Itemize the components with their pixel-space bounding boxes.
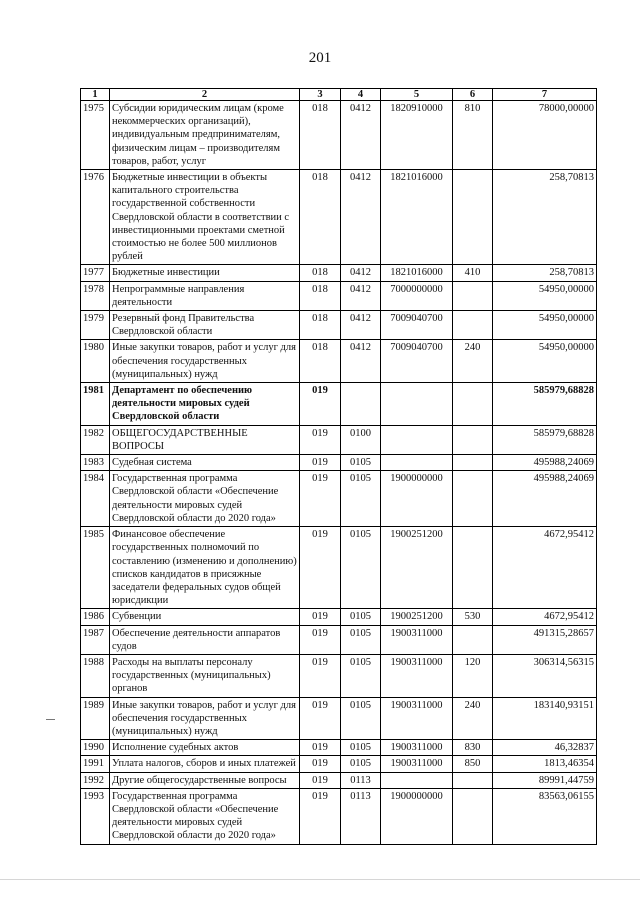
amount-cell: 78000,00000 <box>493 101 597 170</box>
section-code-cell: 0105 <box>341 756 381 772</box>
section-code-cell: 0105 <box>341 654 381 697</box>
department-code-cell: 018 <box>300 340 341 383</box>
row-number-cell: 1977 <box>81 265 110 281</box>
amount-cell: 495988,24069 <box>493 471 597 527</box>
target-article-cell: 1900000000 <box>381 471 453 527</box>
amount-cell: 306314,56315 <box>493 654 597 697</box>
scan-edge-line <box>0 879 640 880</box>
header-col-2: 2 <box>110 89 300 101</box>
department-code-cell: 019 <box>300 455 341 471</box>
row-number-cell: 1978 <box>81 281 110 310</box>
row-number-cell: 1976 <box>81 170 110 265</box>
department-code-cell: 019 <box>300 697 341 740</box>
target-article-cell <box>381 455 453 471</box>
expense-type-cell <box>453 527 493 609</box>
expense-name-cell: Другие общегосударственные вопросы <box>110 772 300 788</box>
row-number-cell: 1975 <box>81 101 110 170</box>
table-row <box>81 788 597 844</box>
department-code-cell: 019 <box>300 772 341 788</box>
section-code-cell: 0105 <box>341 740 381 756</box>
expense-name-cell: Резервный фонд Правительства Свердловской области <box>110 311 300 340</box>
section-code-cell: 0412 <box>341 101 381 170</box>
row-number-cell: 1981 <box>81 383 110 426</box>
amount-cell: 585979,68828 <box>493 425 597 454</box>
target-article-cell: 1900311000 <box>381 697 453 740</box>
amount-cell: 89991,44759 <box>493 772 597 788</box>
expense-name-cell: Субсидии юридическим лицам (кроме некоммерческих организаций), индивидуальным предпринимателям, физическим лицам – производителям товаров, работ, услуг <box>110 101 300 170</box>
department-code-cell: 019 <box>300 654 341 697</box>
section-code-cell: 0412 <box>341 265 381 281</box>
amount-cell: 54950,00000 <box>493 340 597 383</box>
expense-type-cell: 410 <box>453 265 493 281</box>
expense-type-cell <box>453 383 493 426</box>
expense-type-cell: 530 <box>453 609 493 625</box>
expense-type-cell: 810 <box>453 101 493 170</box>
section-code-cell <box>341 383 381 426</box>
target-article-cell: 7000000000 <box>381 281 453 310</box>
amount-cell: 258,70813 <box>493 265 597 281</box>
amount-cell: 585979,68828 <box>493 383 597 426</box>
target-article-cell: 1900311000 <box>381 740 453 756</box>
amount-cell: 54950,00000 <box>493 281 597 310</box>
table-row <box>81 311 597 340</box>
target-article-cell: 1900311000 <box>381 654 453 697</box>
table-row <box>81 740 597 756</box>
section-code-cell: 0113 <box>341 788 381 844</box>
expense-type-cell <box>453 625 493 654</box>
section-code-cell: 0412 <box>341 170 381 265</box>
expense-type-cell: 120 <box>453 654 493 697</box>
expense-name-cell: Финансовое обеспечение государственных полномочий по составлению (изменению и дополнению) списков кандидатов в присяжные заседатели федеральных судов общей юрисдикции <box>110 527 300 609</box>
section-code-cell: 0105 <box>341 455 381 471</box>
scan-mark <box>46 719 55 720</box>
row-number-cell: 1986 <box>81 609 110 625</box>
row-number-cell: 1983 <box>81 455 110 471</box>
target-article-cell <box>381 425 453 454</box>
section-code-cell: 0412 <box>341 311 381 340</box>
table-row <box>81 101 597 170</box>
table-row <box>81 170 597 265</box>
expense-type-cell: 240 <box>453 697 493 740</box>
header-col-1: 1 <box>81 89 110 101</box>
row-number-cell: 1988 <box>81 654 110 697</box>
target-article-cell: 1900251200 <box>381 527 453 609</box>
target-article-cell: 1820910000 <box>381 101 453 170</box>
department-code-cell: 019 <box>300 625 341 654</box>
expense-name-cell: Судебная система <box>110 455 300 471</box>
table-row <box>81 340 597 383</box>
expense-type-cell <box>453 425 493 454</box>
table-row <box>81 772 597 788</box>
header-col-3: 3 <box>300 89 341 101</box>
section-code-cell: 0105 <box>341 697 381 740</box>
department-code-cell: 019 <box>300 425 341 454</box>
section-code-cell: 0105 <box>341 609 381 625</box>
expense-name-cell: Субвенции <box>110 609 300 625</box>
row-number-cell: 1984 <box>81 471 110 527</box>
department-code-cell: 019 <box>300 740 341 756</box>
expense-name-cell: Бюджетные инвестиции <box>110 265 300 281</box>
row-number-cell: 1982 <box>81 425 110 454</box>
expense-name-cell: Бюджетные инвестиции в объекты капитального строительства государственной собственности Свердловской области в соответствии с инвестиционными проектами сметной стоимостью не более 500 миллионов рублей <box>110 170 300 265</box>
table-row <box>81 383 597 426</box>
row-number-cell: 1992 <box>81 772 110 788</box>
table-row <box>81 425 597 454</box>
section-code-cell: 0412 <box>341 340 381 383</box>
department-code-cell: 018 <box>300 311 341 340</box>
row-number-cell: 1979 <box>81 311 110 340</box>
expense-name-cell: Иные закупки товаров, работ и услуг для обеспечения государственных (муниципальных) нужд <box>110 697 300 740</box>
table-row <box>81 265 597 281</box>
table-row <box>81 455 597 471</box>
section-code-cell: 0105 <box>341 471 381 527</box>
section-code-cell: 0105 <box>341 527 381 609</box>
expense-type-cell <box>453 311 493 340</box>
section-code-cell: 0113 <box>341 772 381 788</box>
table-row <box>81 471 597 527</box>
header-col-5: 5 <box>381 89 453 101</box>
department-code-cell: 019 <box>300 756 341 772</box>
target-article-cell <box>381 772 453 788</box>
amount-cell: 495988,24069 <box>493 455 597 471</box>
row-number-cell: 1993 <box>81 788 110 844</box>
department-code-cell: 018 <box>300 101 341 170</box>
table-row <box>81 625 597 654</box>
expense-name-cell: Государственная программа Свердловской области «Обеспечение деятельности мировых судей Свердловской области до 2020 года» <box>110 471 300 527</box>
expense-name-cell: Уплата налогов, сборов и иных платежей <box>110 756 300 772</box>
row-number-cell: 1990 <box>81 740 110 756</box>
header-col-4: 4 <box>341 89 381 101</box>
expense-type-cell: 850 <box>453 756 493 772</box>
amount-cell: 4672,95412 <box>493 527 597 609</box>
table-row <box>81 527 597 609</box>
department-code-cell: 018 <box>300 281 341 310</box>
expense-name-cell: Непрограммные направления деятельности <box>110 281 300 310</box>
target-article-cell: 1821016000 <box>381 170 453 265</box>
department-code-cell: 019 <box>300 788 341 844</box>
amount-cell: 83563,06155 <box>493 788 597 844</box>
amount-cell: 258,70813 <box>493 170 597 265</box>
expense-type-cell: 240 <box>453 340 493 383</box>
table-row <box>81 697 597 740</box>
header-col-6: 6 <box>453 89 493 101</box>
header-col-7: 7 <box>493 89 597 101</box>
expense-type-cell <box>453 788 493 844</box>
department-code-cell: 019 <box>300 527 341 609</box>
budget-table <box>80 88 597 845</box>
expense-type-cell <box>453 471 493 527</box>
expense-name-cell: Департамент по обеспечению деятельности мировых судей Свердловской области <box>110 383 300 426</box>
amount-cell: 183140,93151 <box>493 697 597 740</box>
target-article-cell: 1821016000 <box>381 265 453 281</box>
row-number-cell: 1989 <box>81 697 110 740</box>
row-number-cell: 1987 <box>81 625 110 654</box>
amount-cell: 4672,95412 <box>493 609 597 625</box>
target-article-cell: 1900311000 <box>381 625 453 654</box>
department-code-cell: 018 <box>300 265 341 281</box>
expense-name-cell: Расходы на выплаты персоналу государственных (муниципальных) органов <box>110 654 300 697</box>
target-article-cell: 1900311000 <box>381 756 453 772</box>
department-code-cell: 019 <box>300 383 341 426</box>
row-number-cell: 1985 <box>81 527 110 609</box>
target-article-cell <box>381 383 453 426</box>
target-article-cell: 7009040700 <box>381 311 453 340</box>
expense-type-cell <box>453 281 493 310</box>
row-number-cell: 1991 <box>81 756 110 772</box>
amount-cell: 46,32837 <box>493 740 597 756</box>
expense-type-cell <box>453 170 493 265</box>
expense-name-cell: ОБЩЕГОСУДАРСТВЕННЫЕ ВОПРОСЫ <box>110 425 300 454</box>
amount-cell: 54950,00000 <box>493 311 597 340</box>
table-header-row <box>81 89 597 101</box>
table-body <box>81 101 597 845</box>
amount-cell: 491315,28657 <box>493 625 597 654</box>
expense-name-cell: Обеспечение деятельности аппаратов судов <box>110 625 300 654</box>
table-row <box>81 756 597 772</box>
expense-name-cell: Иные закупки товаров, работ и услуг для обеспечения государственных (муниципальных) нужд <box>110 340 300 383</box>
table-row <box>81 281 597 310</box>
department-code-cell: 018 <box>300 170 341 265</box>
target-article-cell: 7009040700 <box>381 340 453 383</box>
expense-name-cell: Государственная программа Свердловской области «Обеспечение деятельности мировых судей Свердловской области до 2020 года» <box>110 788 300 844</box>
target-article-cell: 1900251200 <box>381 609 453 625</box>
table-row <box>81 609 597 625</box>
department-code-cell: 019 <box>300 471 341 527</box>
amount-cell: 1813,46354 <box>493 756 597 772</box>
section-code-cell: 0412 <box>341 281 381 310</box>
section-code-cell: 0100 <box>341 425 381 454</box>
department-code-cell: 019 <box>300 609 341 625</box>
expense-type-cell <box>453 455 493 471</box>
target-article-cell: 1900000000 <box>381 788 453 844</box>
section-code-cell: 0105 <box>341 625 381 654</box>
page-number: 201 <box>308 50 332 66</box>
row-number-cell: 1980 <box>81 340 110 383</box>
expense-type-cell <box>453 772 493 788</box>
expense-type-cell: 830 <box>453 740 493 756</box>
table-row <box>81 654 597 697</box>
expense-name-cell: Исполнение судебных актов <box>110 740 300 756</box>
